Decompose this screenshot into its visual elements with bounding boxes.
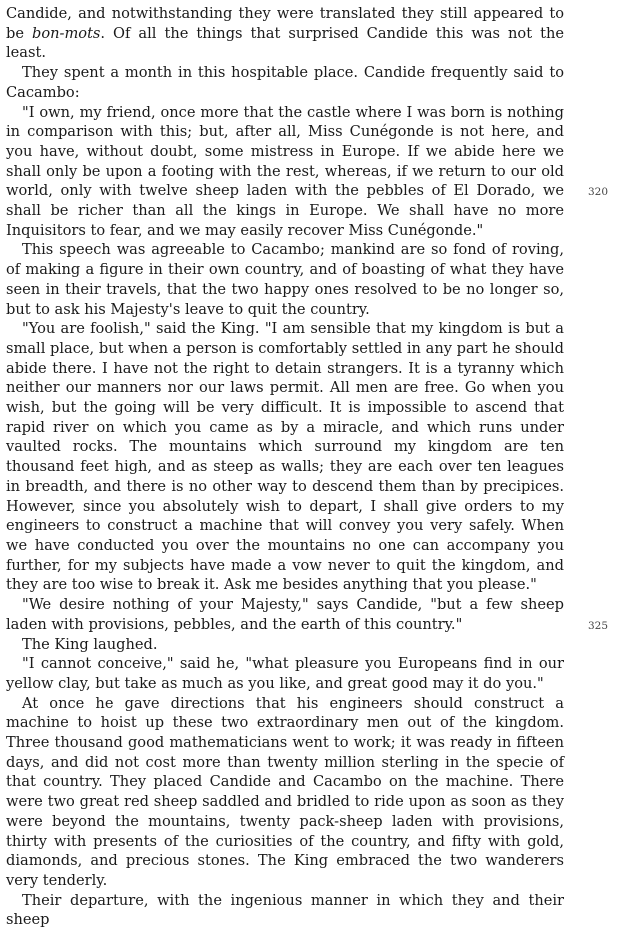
paragraph-7: [6, 635, 564, 655]
text-run: This speech was agreeable to Cacambo; mankind are so fond of roving, of making a figure in their own country, and of boasting of what they have seen in their travels, that the two happy ones resolved to be no longer so, but to ask his Majesty's leave to quit the country.: [6, 241, 564, 318]
paragraph-8: [6, 654, 564, 693]
paragraph-1: [6, 4, 564, 63]
paragraph-5: [6, 319, 564, 595]
paragraph-4: [6, 240, 564, 319]
text-run: They spent a month in this hospitable place. Candide frequently said to Cacambo:: [6, 64, 564, 101]
italic-text: bon-mots: [31, 24, 101, 42]
text-run: The King laughed.: [22, 635, 158, 653]
line-number-320: 320: [588, 186, 609, 198]
paragraph-10: [6, 891, 564, 930]
paragraph-9: [6, 694, 564, 891]
text-run: At once he gave directions that his engineers should construct a machine to hoist up these two extraordinary men out of the kingdom. Three thousand good mathematicians went to work; it was ready in fifteen days, and did not cost more than twenty million sterling in the specie of that country. They placed Candide and Cacambo on the machine. There were two great red sheep saddled and bridled to ride upon as soon as they were beyond the mountains, twenty pack-sheep laden with provisions, thirty with presents of the curiosities of the country, and fifty with gold, diamonds, and precious stones. The King embraced the two wanderers very tenderly.: [6, 694, 564, 889]
text-run: "We desire nothing of your Majesty," says Candide, "but a few sheep laden with provisions, pebbles, and the earth of this country.": [6, 596, 564, 633]
text-run: Candide, and notwithstanding they were translated they still appeared to be: [6, 5, 564, 42]
text-run: Their departure, with the ingenious manner in which they and their sheep: [6, 891, 564, 929]
text-run: "You are foolish," said the King. "I am sensible that my kingdom is but a small place, but when a person is comfortably settled in any part he should abide there. I have not the right to detain strangers. It is a tyranny which neither our manners nor our laws permit. All men are free. Go when you wish, but the going will be very difficult. It is impossible to ascend that rapid river on which you came as by a miracle, and which runs under vaulted rocks. The mountains which surround my kingdom are ten thousand feet high, and as steep as walls; they are each over ten leagues in breadth, and there is no other way to descend them than by precipices. However, since you absolutely wish to depart, I shall give orders to my engineers to construct a machine that will convey you very safely. When we have conducted you over the mountains no one can accompany you further, for my subjects have made a vow never to quit the kingdom, and they are too wise to break it. Ask me besides anything that you please.": [6, 320, 564, 594]
paragraph-3: [6, 103, 564, 241]
paragraph-6: [6, 595, 564, 634]
text-run: . Of all the things that surprised Candide this was not the least.: [6, 24, 564, 62]
text-run: "I own, my friend, once more that the castle where I was born is nothing in comparison with this; but, after all, Miss Cunégonde is not here, and you have, without doubt, some mistress in Europe. If we abide here we shall only be upon a footing with the rest, whereas, if we return to our old world, only with twelve sheep laden with the pebbles of El Dorado, we shall be richer than all the kings in Europe. We shall have no more Inquisitors to fear, and we may easily recover Miss Cunégonde.": [6, 103, 564, 239]
line-number-325: 325: [588, 620, 609, 632]
text-run: "I cannot conceive," said he, "what pleasure you Europeans find in our yellow clay, but take as much as you like, and great good may it do you.": [6, 655, 564, 692]
body-text: [6, 4, 564, 930]
paragraph-2: [6, 63, 564, 102]
